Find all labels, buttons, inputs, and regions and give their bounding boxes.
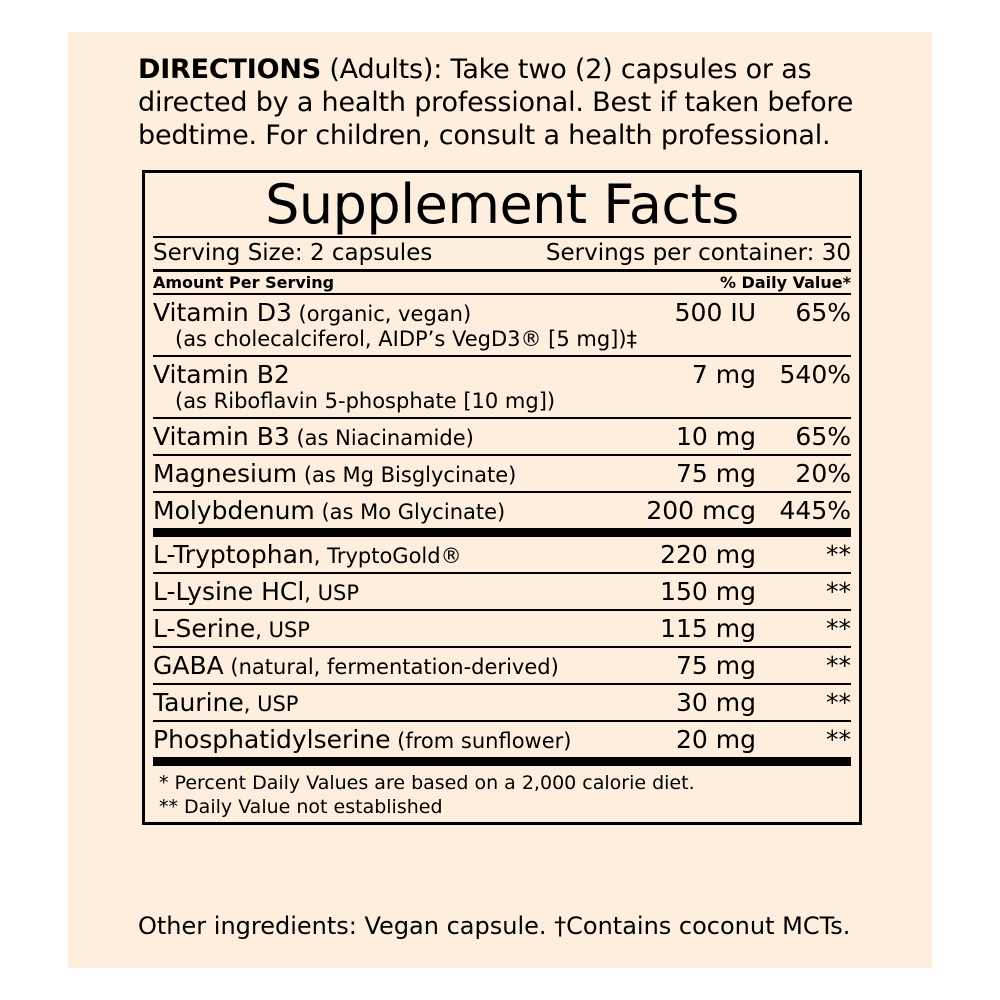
serving-size: Serving Size: 2 capsules: [153, 239, 433, 266]
footnote-daily-values: * Percent Daily Values are based on a 2,000 calorie diet.: [159, 771, 695, 794]
table-row: [145, 456, 859, 491]
nutrient-dv: 540%: [779, 359, 851, 389]
table-row: [145, 537, 859, 572]
nutrient-qualifier: (from sunflower): [390, 728, 572, 753]
nutrient-subline: (as Riboflavin 5-phosphate [10 mg]): [175, 388, 556, 413]
page-title: Supplement Facts: [265, 173, 739, 236]
nutrient-label: L-Tryptophan: [153, 539, 314, 569]
nutrient-name: [153, 577, 606, 606]
table-row: [145, 722, 859, 757]
nutrient-subline: (as cholecalciferol, AIDP’s VegD3® [5 mg])‡: [175, 326, 638, 351]
nutrient-qualifier: (as Mo Glycinate): [314, 499, 506, 524]
nutrient-dv: **: [826, 724, 851, 754]
table-row: [145, 648, 859, 683]
nutrient-qualifier: (natural, fermentation-derived): [223, 654, 559, 679]
footnote-dv-not-established: ** Daily Value not established: [159, 796, 443, 819]
table-row: [145, 419, 859, 454]
nutrient-amount: 115 mg: [660, 613, 756, 643]
nutrient-name: [153, 540, 606, 569]
daily-value-header: % Daily Value*: [719, 272, 851, 292]
nutrient-label: Vitamin B2: [153, 359, 290, 389]
nutrient-label: Magnesium: [153, 458, 298, 488]
servings-per-container: Servings per container: 30: [545, 239, 851, 266]
nutrient-dv: **: [826, 576, 851, 606]
nutrient-name: [153, 725, 606, 754]
nutrient-amount: 150 mg: [660, 576, 756, 606]
amount-per-serving-header: Amount Per Serving: [153, 272, 335, 292]
directions-text: (Adults): Take two (2) capsules or as directed by a health professional. Best if taken before bedtime. For children, consult a health professional.: [138, 54, 854, 151]
nutrient-amount: 20 mg: [676, 724, 756, 754]
nutrient-dv: 20%: [795, 458, 851, 488]
table-row: [145, 685, 859, 720]
table-row: [145, 611, 859, 646]
table-row: [145, 295, 859, 327]
divider-thick: [153, 528, 851, 537]
nutrient-amount: 200 mcg: [646, 495, 756, 525]
nutrient-dv: **: [826, 650, 851, 680]
column-header-row: [145, 272, 859, 293]
nutrient-qualifier: (organic, vegan): [291, 301, 472, 326]
nutrient-amount: 75 mg: [676, 650, 756, 680]
directions-heading: DIRECTIONS: [138, 54, 321, 85]
nutrient-name: [153, 688, 606, 717]
nutrient-qualifier: , TryptoGold®: [313, 543, 462, 568]
nutrient-name: [153, 614, 606, 643]
nutrient-label: GABA: [153, 650, 224, 680]
nutrient-label: L-Lysine HCl: [153, 576, 305, 606]
nutrient-name: [153, 459, 606, 488]
nutrient-label: L-Serine: [153, 613, 256, 643]
nutrient-qualifier: (as Mg Bisglycinate): [297, 462, 517, 487]
nutrient-label: Vitamin D3: [153, 297, 292, 327]
nutrient-label: Vitamin B3: [153, 421, 290, 451]
nutrient-amount: 30 mg: [676, 687, 756, 717]
nutrient-dv: **: [826, 687, 851, 717]
nutrient-name: [153, 651, 606, 680]
nutrient-name: [153, 298, 606, 327]
nutrient-qualifier: , USP: [304, 580, 360, 605]
nutrient-dv: 65%: [795, 421, 851, 451]
divider-thick: [153, 757, 851, 766]
nutrient-amount: 10 mg: [676, 421, 756, 451]
nutrient-name: [153, 422, 606, 451]
nutrient-amount: 7 mg: [691, 359, 756, 389]
nutrient-dv: **: [826, 539, 851, 569]
serving-info-row: [145, 238, 859, 269]
nutrient-amount: 220 mg: [660, 539, 756, 569]
nutrient-label: Phosphatidylserine: [153, 724, 391, 754]
nutrient-label: Molybdenum: [153, 495, 315, 525]
nutrient-dv: **: [826, 613, 851, 643]
nutrient-name: [153, 360, 606, 389]
nutrient-qualifier: (as Niacinamide): [289, 425, 474, 450]
nutrient-amount: 500 IU: [674, 297, 756, 327]
supplement-facts-panel: [142, 170, 862, 825]
table-row: [145, 493, 859, 528]
nutrient-qualifier: , USP: [243, 691, 299, 716]
table-row: [145, 357, 859, 389]
other-ingredients: Other ingredients: Vegan capsule. †Contains coconut MCTs.: [138, 912, 851, 940]
table-row: [145, 574, 859, 609]
nutrient-amount: 75 mg: [676, 458, 756, 488]
nutrient-dv: 65%: [795, 297, 851, 327]
supplement-label-card: [68, 32, 932, 968]
nutrient-name: [153, 496, 606, 525]
nutrient-dv: 445%: [779, 495, 851, 525]
directions-paragraph: [138, 54, 878, 153]
nutrient-label: Taurine: [153, 687, 244, 717]
footnotes: [145, 766, 859, 822]
nutrient-qualifier: , USP: [255, 617, 310, 642]
